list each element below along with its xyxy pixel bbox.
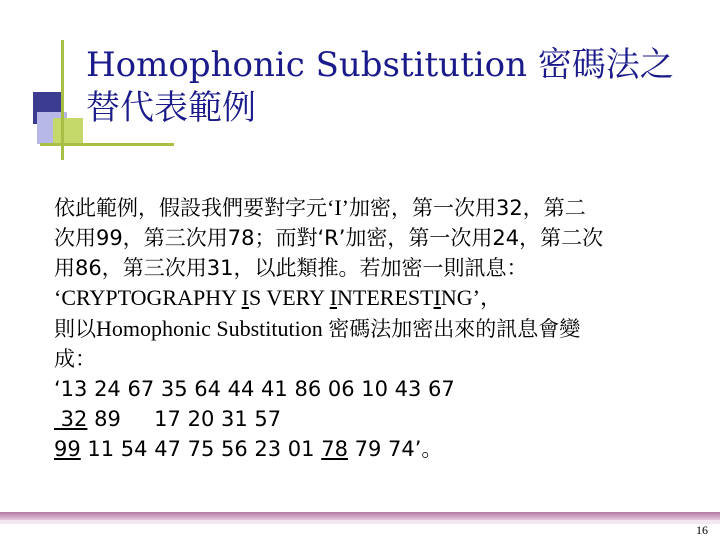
body-line-6: 成：: [54, 347, 96, 371]
decor-vertical-line: [61, 40, 64, 160]
text-segment: 依此範例，假設我們要對字元: [54, 196, 327, 220]
slide-body: [54, 193, 674, 464]
slide-title: [86, 44, 706, 130]
text-segment: ‘CRYPTOGRAPHY: [54, 285, 242, 310]
footer-bar-light: [0, 520, 720, 524]
text-segment: 則以: [54, 317, 96, 341]
body-line-3: 用86，第三次用31，以此類推。若加密一則訊息：: [54, 256, 528, 280]
underlined-I: I: [329, 285, 338, 310]
body-line-1: [54, 193, 674, 223]
text-segment: 加密，第一次用24，第二次: [345, 226, 604, 250]
body-line-9: [54, 434, 674, 464]
title-line-2: 替代表範例: [86, 88, 256, 128]
body-line-5: [54, 314, 674, 344]
underlined-number: 78: [321, 437, 348, 461]
text-segment: 79 74’。: [347, 437, 443, 461]
decor-square-green: [53, 118, 83, 146]
underlined-I: I: [433, 285, 441, 310]
char-I: ‘I’: [327, 195, 349, 220]
char-R: ‘R’: [317, 226, 346, 250]
underlined-I: I: [241, 285, 249, 310]
body-line-8: [54, 404, 674, 434]
title-line-1: Homophonic Substitution 密碼法之: [86, 45, 674, 85]
body-line-7: ‘13 24 67 35 64 44 41 86 06 10 43 67: [54, 377, 455, 401]
text-segment: 11 54 47 75 56 23 01: [80, 437, 322, 461]
text-segment: NTEREST: [337, 285, 434, 310]
underlined-number: 99: [54, 437, 81, 461]
footer-bar: [0, 512, 720, 520]
text-segment: 89 17 20 31 57: [87, 407, 282, 431]
text-segment: S VERY: [248, 285, 330, 310]
text-segment: 次用99，第三次用78；而對: [54, 226, 318, 250]
underlined-number: 32: [54, 407, 88, 431]
text-segment: 加密，第一次用32，第二: [348, 196, 586, 220]
text-segment: NG’: [440, 285, 481, 310]
body-line-4: [54, 283, 674, 314]
text-segment: ，: [480, 286, 503, 311]
body-line-2: [54, 223, 674, 253]
text-segment: Homophonic Substitution: [96, 316, 329, 341]
page-number: 16: [696, 523, 708, 537]
decor-horizontal-line: [40, 143, 174, 146]
text-segment: 密碼法加密出來的訊息會變: [328, 317, 581, 341]
